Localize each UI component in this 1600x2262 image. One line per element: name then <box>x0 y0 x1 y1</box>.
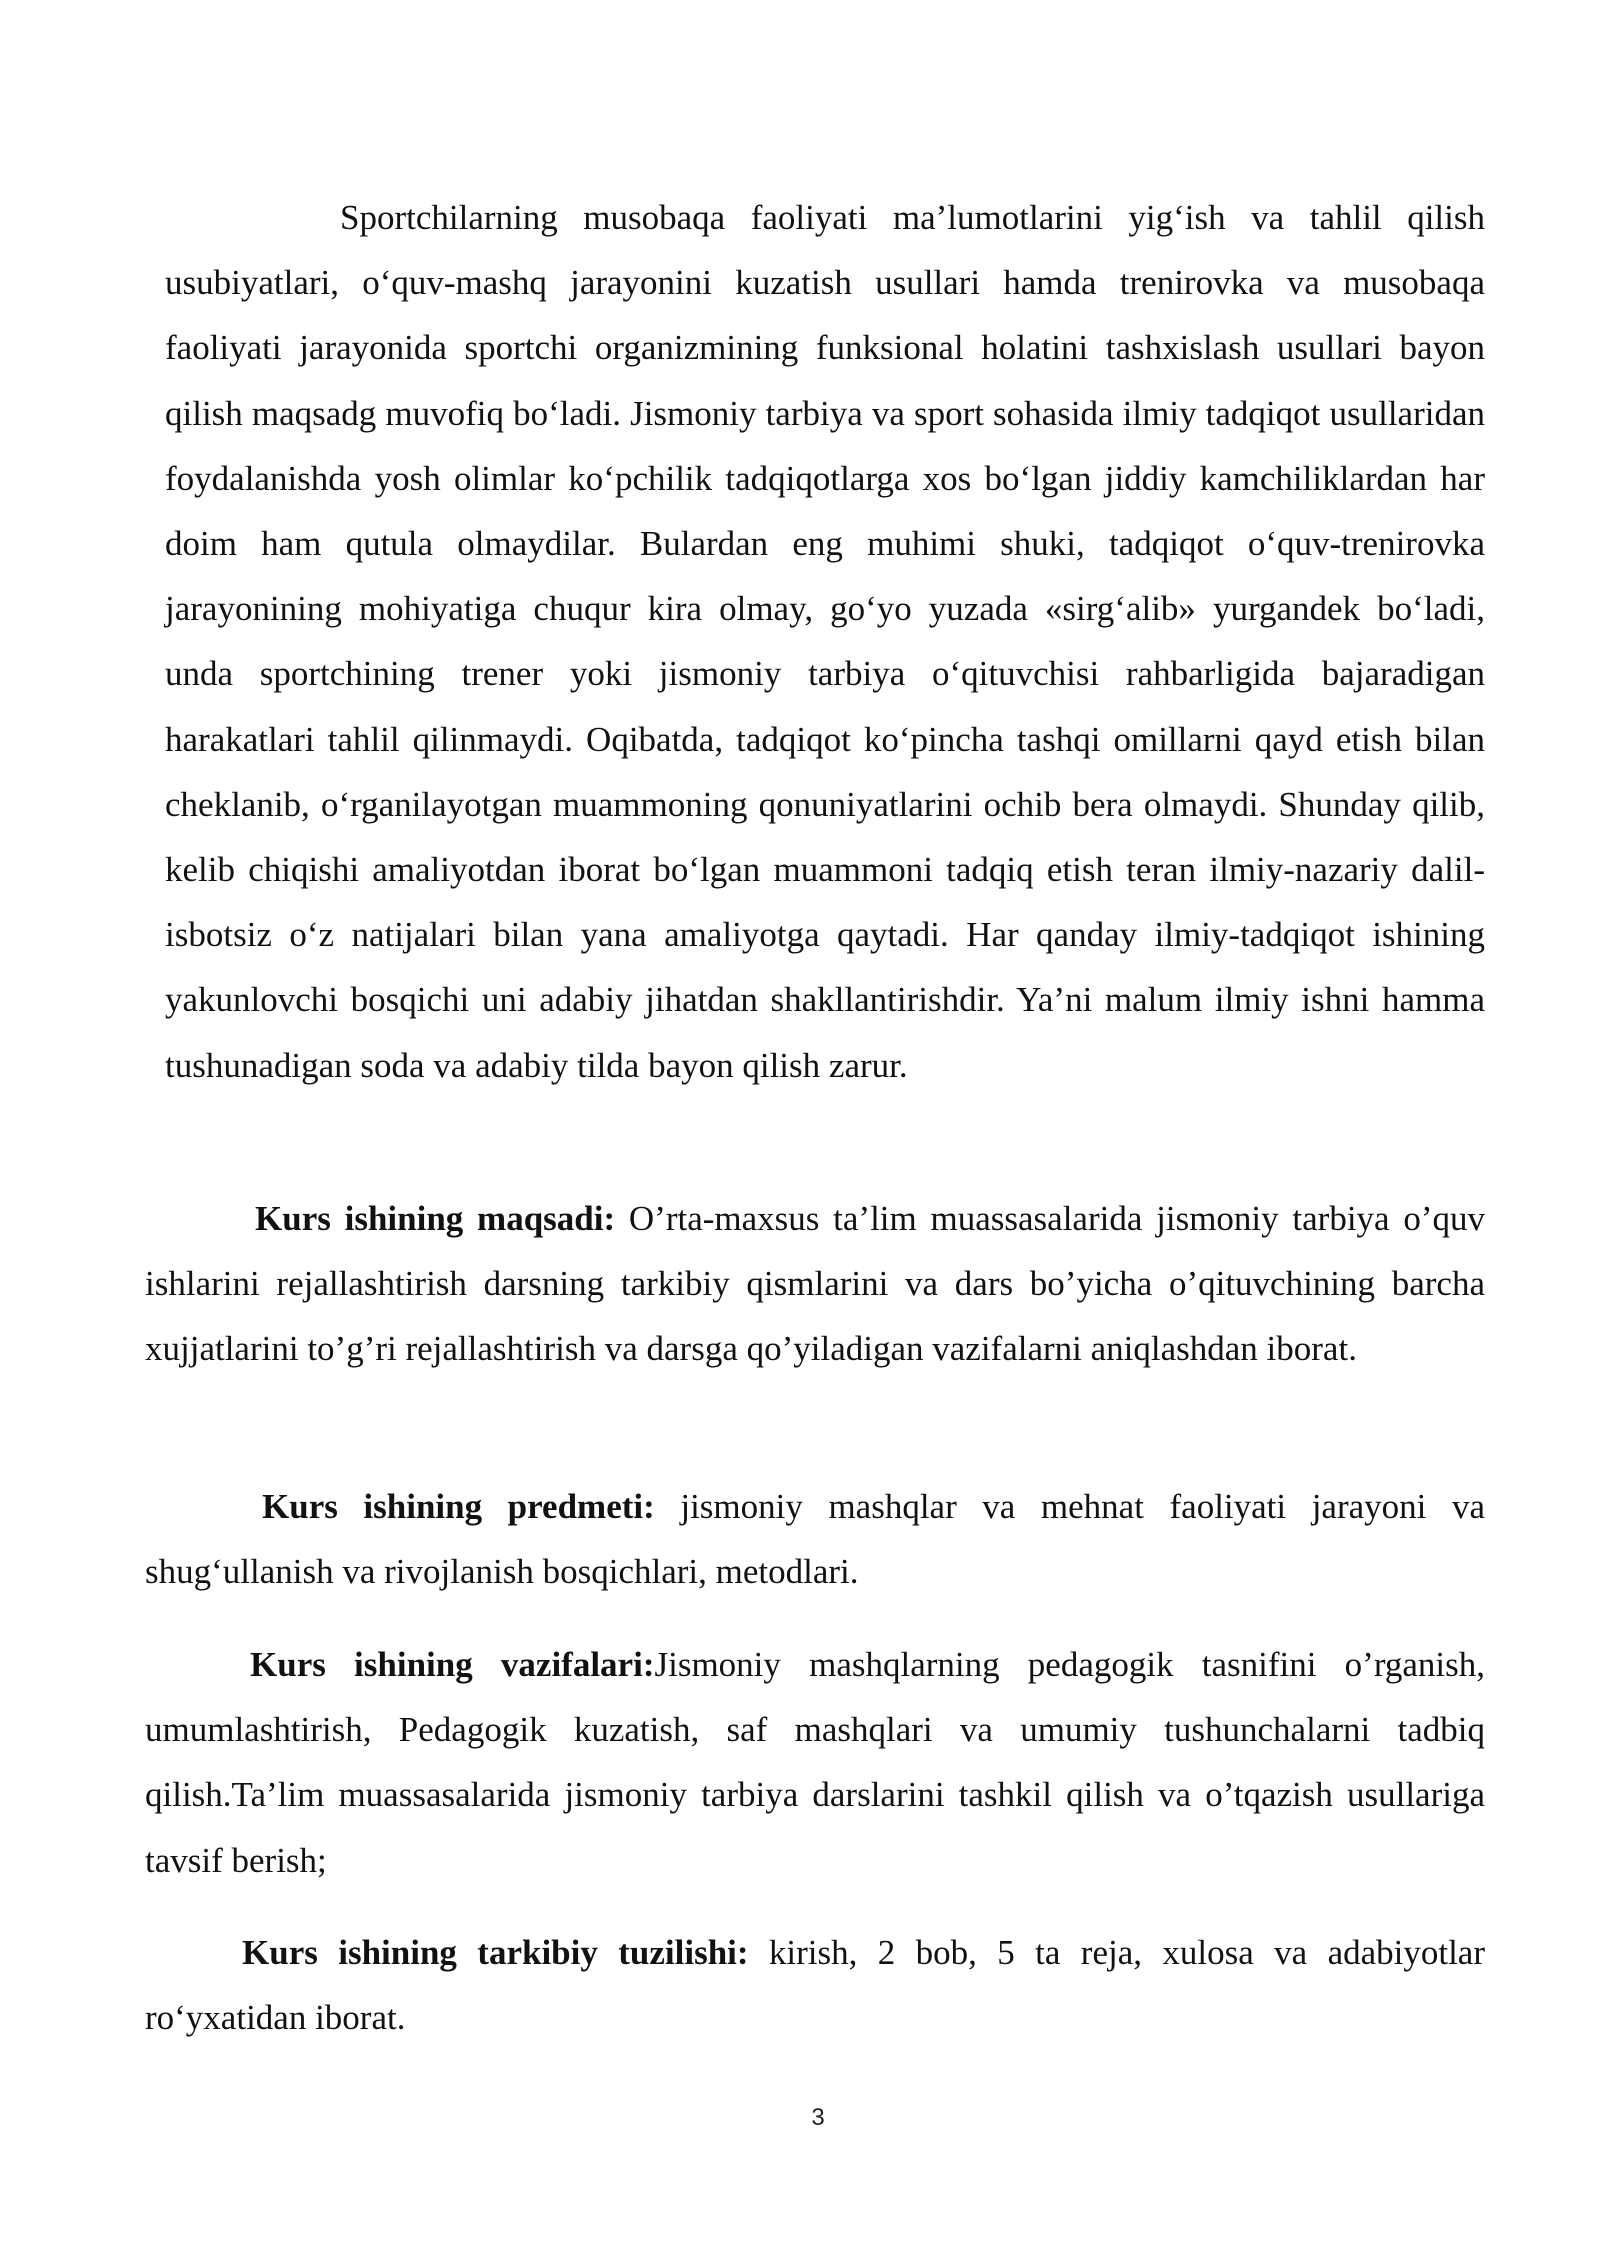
section-goal-label: Kurs ishining maqsadi: <box>255 1199 616 1238</box>
section-goal <box>145 1186 1485 1382</box>
section-structure-label: Kurs ishining tarkibiy tuzilishi: <box>242 1933 749 1972</box>
page-number: 3 <box>811 2104 825 2131</box>
section-structure <box>145 1920 1485 2050</box>
section-subject-label: Kurs ishining predmeti: <box>262 1487 655 1526</box>
intro-paragraph: Sportchilarning musobaqa faoliyati ma’lumotlarini yig‘ish va tahlil qilish usubiyatlari, o‘quv-mashq jarayonini kuzatish usullari hamda trenirovka va musobaqa faoliyati jarayonida sportchi organizmining funksional holatini tashxislash usullari bayon qilish maqsadg muvofiq bo‘ladi. Jismoniy tarbiya va sport sohasida ilmiy tadqiqot usullaridan foydalanishda yosh olimlar ko‘pchilik tadqiqotlarga xos bo‘lgan jiddiy kamchiliklardan har doim ham qutula olmaydilar. Bulardan eng muhimi shuki, tadqiqot o‘quv-trenirovka jarayonining mohiyatiga chuqur kira olmay, go‘yo yuzada «sirg‘alib» yurgandek bo‘ladi, unda sportchining trener yoki jismoniy tarbiya o‘qituvchisi rahbarligida bajaradigan harakatlari tahlil qilinmaydi. Oqibatda, tadqiqot ko‘pincha tashqi omillarni qayd etish bilan cheklanib, o‘rganilayotgan muammoning qonuniyatlarini ochib bera olmaydi. Shunday qilib, kelib chiqishi amaliyotdan iborat bo‘lgan muammoni tadqiq etish teran ilmiy-nazariy dalil-isbotsiz o‘z natijalari bilan yana amaliyotga qaytadi. Har qanday ilmiy-tadqiqot ishining yakunlovchi bosqichi uni adabiy jihatdan shakllantirishdir. Ya’ni malum ilmiy ishni hamma tushunadigan soda va adabiy tilda bayon qilish zarur. <box>165 198 1485 1085</box>
section-tasks-text: Jismoniy mashqlarning pedagogik tasnifini o’rganish, umumlashtirish, Pedagogik kuzatish, saf mashqlari va umumiy tushunchalarni tadbiq qilish.Ta’lim muassasalarida jismoniy tarbiya darslarini tashkil qilish va o’tqazish usullariga tavsif berish; <box>145 1645 1485 1880</box>
section-tasks <box>145 1632 1485 1893</box>
section-subject-text: jismoniy mashqlar va mehnat faoliyati jarayoni va shug‘ullanish va rivojlanish bosqichlari, metodlari. <box>145 1487 1485 1592</box>
section-subject <box>145 1474 1485 1604</box>
section-goal-text: O’rta-maxsus ta’lim muassasalarida jismoniy tarbiya o’quv ishlarini rejallashtirish darsning tarkibiy qismlarini va dars bo’yicha o’qituvchining barcha xujjatlarini to’g’ri rejallashtirish va darsga qo’yiladigan vazifalarni aniqlashdan iborat. <box>145 1199 1485 1369</box>
section-tasks-label: Kurs ishining vazifalari: <box>250 1645 655 1684</box>
section-structure-text: kirish, 2 bob, 5 ta reja, xulosa va adabiyotlar ro‘yxatidan iborat. <box>145 1933 1485 2038</box>
